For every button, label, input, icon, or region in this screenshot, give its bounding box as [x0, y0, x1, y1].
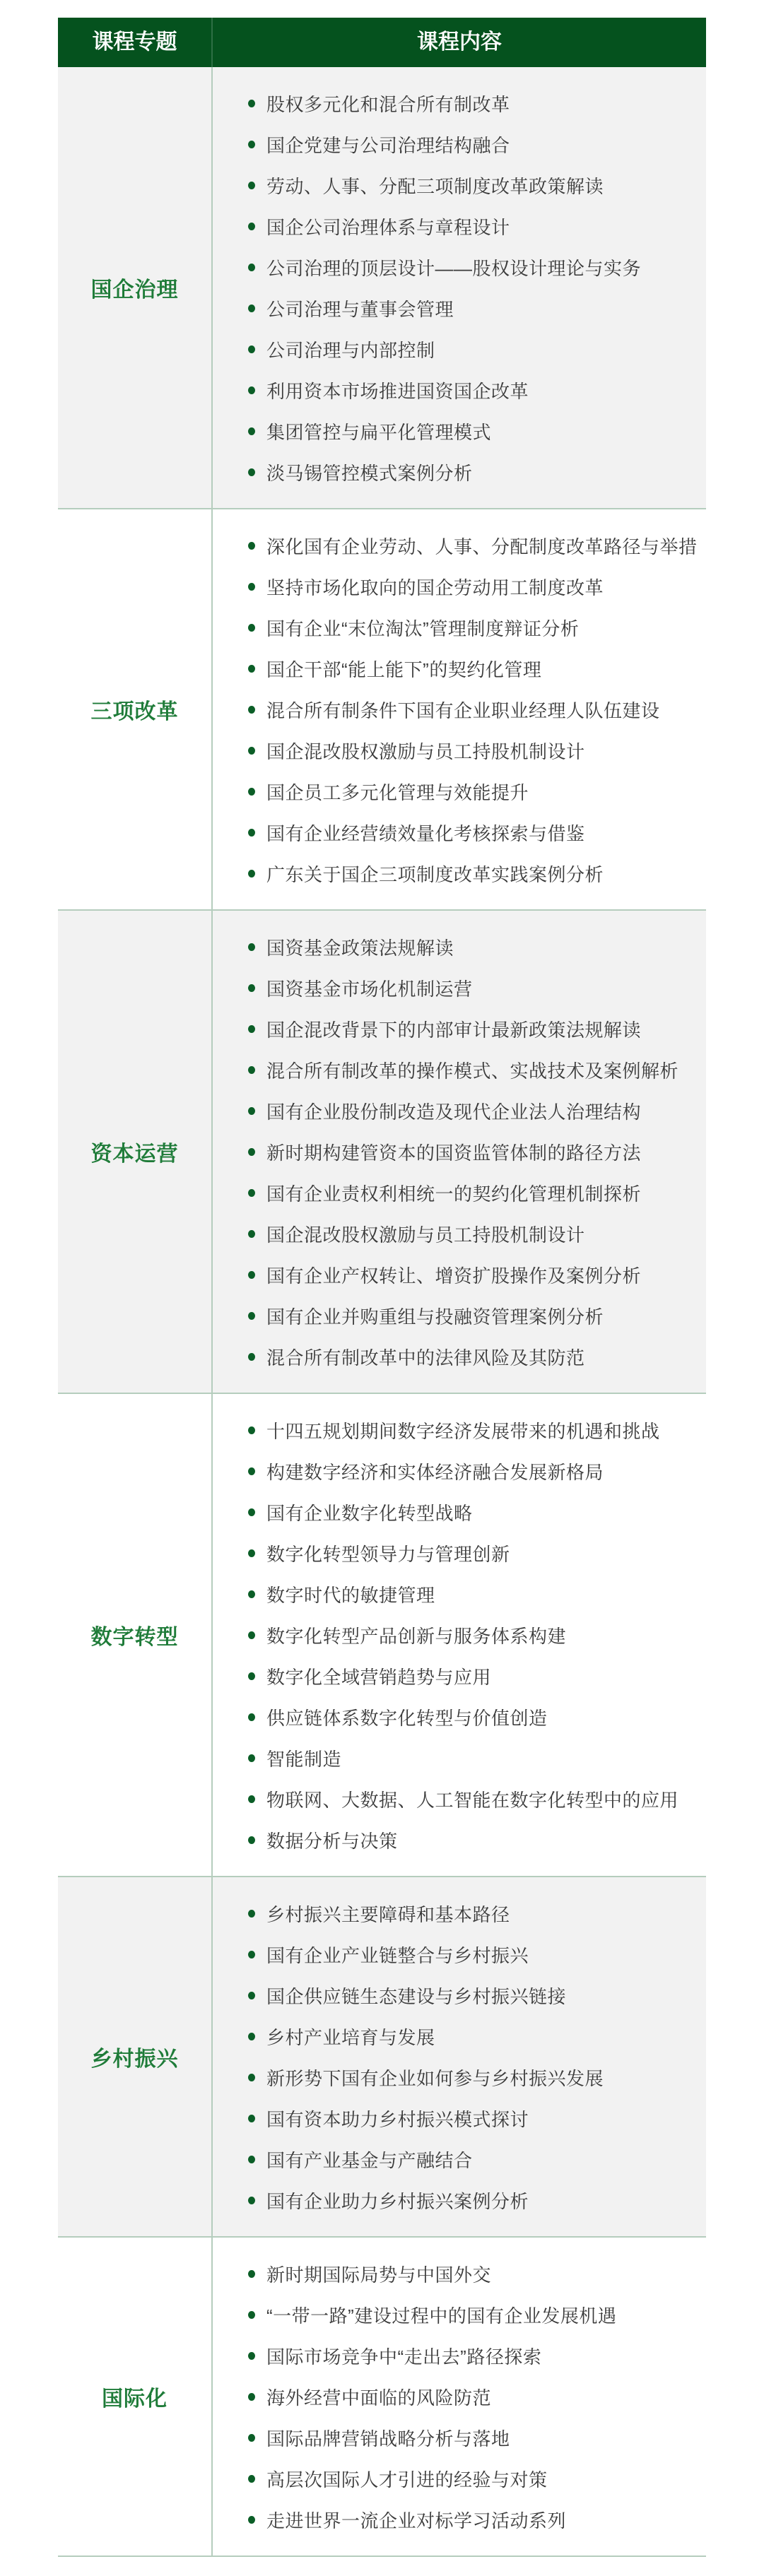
table-row: [58, 67, 706, 508]
topic-cell: [58, 2238, 213, 2556]
bullet-icon: [248, 2033, 255, 2040]
course-item-text: 国有企业产权转让、增资扩股操作及案例分析: [266, 1265, 642, 1287]
course-item-text: 国有企业产业链整合与乡村振兴: [266, 1944, 529, 1966]
course-item: [213, 967, 699, 1008]
table-row: [58, 508, 706, 909]
bullet-icon: [248, 1992, 255, 1999]
course-item: [213, 2098, 699, 2139]
bullet-icon: [248, 624, 255, 632]
course-item: [213, 2458, 699, 2499]
course-item: [213, 1172, 699, 1213]
topic-cell: [58, 1877, 213, 2236]
course-item-list: [213, 67, 706, 508]
course-item-text: 构建数字经济和实体经济融合发展新格局: [266, 1461, 604, 1483]
bullet-icon: [248, 2434, 255, 2442]
course-item: [213, 2253, 699, 2294]
bullet-icon: [248, 1951, 255, 1958]
course-item: [213, 853, 699, 894]
course-item-list: [213, 2238, 706, 2556]
course-item-text: 国有企业并购重组与投融资管理案例分析: [266, 1306, 604, 1328]
bullet-icon: [248, 182, 255, 189]
course-item: [213, 1090, 699, 1131]
topic-label: 国际化: [102, 2387, 168, 2411]
course-item: [213, 2180, 699, 2221]
course-item-text: 国资基金市场化机制运营: [266, 978, 473, 1000]
bullet-icon: [248, 1549, 255, 1557]
course-item: [213, 1451, 699, 1491]
course-item: [213, 525, 699, 566]
course-item: [213, 1008, 699, 1049]
table-row: [58, 2236, 706, 2556]
bullet-icon: [248, 943, 255, 951]
bullet-icon: [248, 1107, 255, 1115]
course-item: [213, 1696, 699, 1737]
bullet-icon: [248, 788, 255, 796]
bullet-icon: [248, 1230, 255, 1238]
table-row: [58, 1876, 706, 2236]
course-item: [213, 1934, 699, 1975]
course-item-text: 数据分析与决策: [266, 1830, 398, 1852]
bullet-icon: [248, 2197, 255, 2204]
bullet-icon: [248, 2115, 255, 2122]
bullet-icon: [248, 223, 255, 230]
course-item-list: [213, 1877, 706, 2236]
course-item: [213, 566, 699, 607]
course-item: [213, 2499, 699, 2540]
course-item-text: 十四五规划期间数字经济发展带来的机遇和挑战: [266, 1420, 660, 1442]
course-item-text: 国有企业责权利相统一的契约化管理机制探析: [266, 1183, 642, 1205]
course-item-text: 数字化转型产品创新与服务体系构建: [266, 1625, 567, 1647]
course-item-list: [213, 509, 706, 909]
bullet-icon: [248, 583, 255, 591]
course-item: [213, 1254, 699, 1295]
course-item-text: 国企党建与公司治理结构融合: [266, 134, 510, 156]
course-item: [213, 124, 699, 165]
course-item-text: 广东关于国企三项制度改革实践案例分析: [266, 863, 604, 885]
course-item-text: 淡马锡管控模式案例分析: [266, 462, 473, 484]
topic-label: 三项改革: [90, 700, 179, 723]
course-item: [213, 771, 699, 812]
bullet-icon: [248, 870, 255, 878]
bullet-icon: [248, 1467, 255, 1475]
course-item-text: 国有企业助力乡村振兴案例分析: [266, 2190, 529, 2212]
course-item-text: 新时期构建管资本的国资监管体制的路径方法: [266, 1142, 642, 1164]
course-item: [213, 1819, 699, 1860]
course-item-text: 公司治理与董事会管理: [266, 298, 454, 320]
bullet-icon: [248, 1066, 255, 1074]
bullet-icon: [248, 1508, 255, 1516]
course-item: [213, 812, 699, 853]
course-item-text: 集团管控与扁平化管理模式: [266, 421, 492, 443]
course-item: [213, 1336, 699, 1377]
course-item-text: 国有企业数字化转型战略: [266, 1502, 473, 1524]
course-item-text: 国企混改股权激励与员工持股机制设计: [266, 740, 585, 762]
course-item: [213, 1975, 699, 2016]
course-item-text: 国有企业股份制改造及现代企业法人治理结构: [266, 1101, 642, 1123]
course-item: [213, 288, 699, 329]
course-item-text: 公司治理与内部控制: [266, 339, 435, 361]
bullet-icon: [248, 1910, 255, 1918]
course-item: [213, 1778, 699, 1819]
course-item-text: 智能制造: [266, 1748, 342, 1770]
bullet-icon: [248, 1836, 255, 1844]
bullet-icon: [248, 984, 255, 992]
course-item: [213, 730, 699, 771]
bullet-icon: [248, 2270, 255, 2278]
topic-label: 乡村振兴: [90, 2048, 179, 2071]
bullet-icon: [248, 1713, 255, 1721]
course-item-text: 走进世界一流企业对标学习活动系列: [266, 2510, 567, 2531]
course-item: [213, 2294, 699, 2335]
bullet-icon: [248, 345, 255, 353]
course-item: [213, 2016, 699, 2057]
course-item-text: 海外经营中面临的风险防范: [266, 2387, 492, 2409]
bullet-icon: [248, 1189, 255, 1197]
course-item-text: 混合所有制改革中的法律风险及其防范: [266, 1347, 585, 1369]
course-item-text: 新时期国际局势与中国外交: [266, 2264, 492, 2286]
topic-cell: [58, 911, 213, 1393]
course-item: [213, 1491, 699, 1532]
bullet-icon: [248, 1672, 255, 1680]
course-item: [213, 607, 699, 648]
bullet-icon: [248, 427, 255, 435]
course-item: [213, 206, 699, 247]
course-item-text: 物联网、大数据、人工智能在数字化转型中的应用: [266, 1789, 679, 1811]
course-item-text: “一带一路”建设过程中的国有企业发展机遇: [266, 2305, 617, 2327]
bullet-icon: [248, 1312, 255, 1320]
bullet-icon: [248, 1271, 255, 1279]
course-item-text: 国有企业经营绩效量化考核探索与借鉴: [266, 822, 585, 844]
bullet-icon: [248, 1426, 255, 1434]
course-item-text: 国际市场竞争中“走出去”路径探索: [266, 2346, 542, 2368]
course-item: [213, 329, 699, 370]
course-item-text: 新形势下国有企业如何参与乡村振兴发展: [266, 2067, 604, 2089]
course-item: [213, 370, 699, 410]
course-item-text: 公司治理的顶层设计——股权设计理论与实务: [266, 257, 642, 279]
bullet-icon: [248, 829, 255, 837]
course-item-text: 国有企业“末位淘汰”管理制度辩证分析: [266, 618, 580, 639]
topic-cell: [58, 1394, 213, 1876]
topic-label: 资本运营: [90, 1142, 179, 1166]
course-item-list: [213, 911, 706, 1393]
course-item-text: 利用资本市场推进国资国企改革: [266, 380, 529, 402]
course-item-text: 数字化全域营销趋势与应用: [266, 1666, 492, 1688]
course-item: [213, 1049, 699, 1090]
course-item-text: 国企混改背景下的内部审计最新政策法规解读: [266, 1019, 642, 1041]
bullet-icon: [248, 141, 255, 148]
bullet-icon: [248, 468, 255, 476]
course-item-text: 乡村振兴主要障碍和基本路径: [266, 1903, 510, 1925]
course-item: [213, 648, 699, 689]
course-item-text: 坚持市场化取向的国企劳动用工制度改革: [266, 577, 604, 598]
bullet-icon: [248, 1148, 255, 1156]
course-item-text: 国企混改股权激励与员工持股机制设计: [266, 1224, 585, 1246]
course-item: [213, 1532, 699, 1573]
bullet-icon: [248, 305, 255, 312]
bullet-icon: [248, 665, 255, 673]
course-item-text: 国企员工多元化管理与效能提升: [266, 781, 529, 803]
course-item-list: [213, 1394, 706, 1876]
bullet-icon: [248, 2393, 255, 2401]
bullet-icon: [248, 542, 255, 550]
course-item-text: 数字时代的敏捷管理: [266, 1584, 435, 1606]
course-item: [213, 1131, 699, 1172]
course-item-text: 供应链体系数字化转型与价值创造: [266, 1707, 548, 1729]
bullet-icon: [248, 1795, 255, 1803]
bullet-icon: [248, 1631, 255, 1639]
course-item-text: 劳动、人事、分配三项制度改革政策解读: [266, 175, 604, 197]
course-item: [213, 410, 699, 451]
header-topic: 课程专题: [58, 18, 213, 67]
bullet-icon: [248, 2156, 255, 2163]
bullet-icon: [248, 1025, 255, 1033]
course-item: [213, 1737, 699, 1778]
course-item: [213, 926, 699, 967]
course-item-text: 国企干部“能上能下”的契约化管理: [266, 658, 542, 680]
course-item: [213, 1614, 699, 1655]
bullet-icon: [248, 2475, 255, 2483]
bullet-icon: [248, 2074, 255, 2081]
course-item: [213, 1213, 699, 1254]
table-row: [58, 1393, 706, 1876]
course-item: [213, 2417, 699, 2458]
course-table: [58, 18, 706, 2557]
course-item: [213, 1410, 699, 1451]
bullet-icon: [248, 706, 255, 714]
course-item: [213, 165, 699, 206]
bullet-icon: [248, 100, 255, 107]
course-item-text: 国企公司治理体系与章程设计: [266, 216, 510, 238]
table-header-row: [58, 18, 706, 67]
course-item: [213, 83, 699, 124]
bullet-icon: [248, 386, 255, 394]
topic-label: 数字转型: [90, 1626, 179, 1649]
course-item: [213, 689, 699, 730]
bullet-icon: [248, 264, 255, 271]
bullet-icon: [248, 747, 255, 755]
bullet-icon: [248, 1353, 255, 1361]
course-item: [213, 2335, 699, 2376]
course-item: [213, 2057, 699, 2098]
course-item-text: 高层次国际人才引进的经验与对策: [266, 2469, 548, 2491]
bullet-icon: [248, 1590, 255, 1598]
course-item: [213, 1893, 699, 1934]
course-item-text: 国有资本助力乡村振兴模式探讨: [266, 2108, 529, 2130]
course-item: [213, 247, 699, 288]
topic-label: 国企治理: [90, 278, 179, 302]
course-item-text: 乡村产业培育与发展: [266, 2026, 435, 2048]
course-item: [213, 1655, 699, 1696]
course-item-text: 国资基金政策法规解读: [266, 937, 454, 959]
header-content: 课程内容: [417, 30, 502, 54]
course-item: [213, 1295, 699, 1336]
bullet-icon: [248, 1754, 255, 1762]
topic-cell: [58, 509, 213, 909]
bullet-icon: [248, 2352, 255, 2360]
bullet-icon: [248, 2311, 255, 2319]
topic-cell: [58, 67, 213, 508]
bullet-icon: [248, 2516, 255, 2524]
course-item: [213, 2376, 699, 2417]
course-item-text: 深化国有企业劳动、人事、分配制度改革路径与举措: [266, 536, 698, 557]
table-body: [58, 67, 706, 2556]
course-item-text: 数字化转型领导力与管理创新: [266, 1543, 510, 1565]
table-row: [58, 909, 706, 1393]
course-item-text: 混合所有制条件下国有企业职业经理人队伍建设: [266, 699, 660, 721]
course-item-text: 混合所有制改革的操作模式、实战技术及案例解析: [266, 1060, 679, 1082]
course-item: [213, 451, 699, 492]
course-item-text: 国际品牌营销战略分析与落地: [266, 2428, 510, 2450]
course-item: [213, 2139, 699, 2180]
course-item-text: 股权多元化和混合所有制改革: [266, 93, 510, 115]
course-item-text: 国企供应链生态建设与乡村振兴链接: [266, 1985, 567, 2007]
course-item-text: 国有产业基金与产融结合: [266, 2149, 473, 2171]
course-item: [213, 1573, 699, 1614]
